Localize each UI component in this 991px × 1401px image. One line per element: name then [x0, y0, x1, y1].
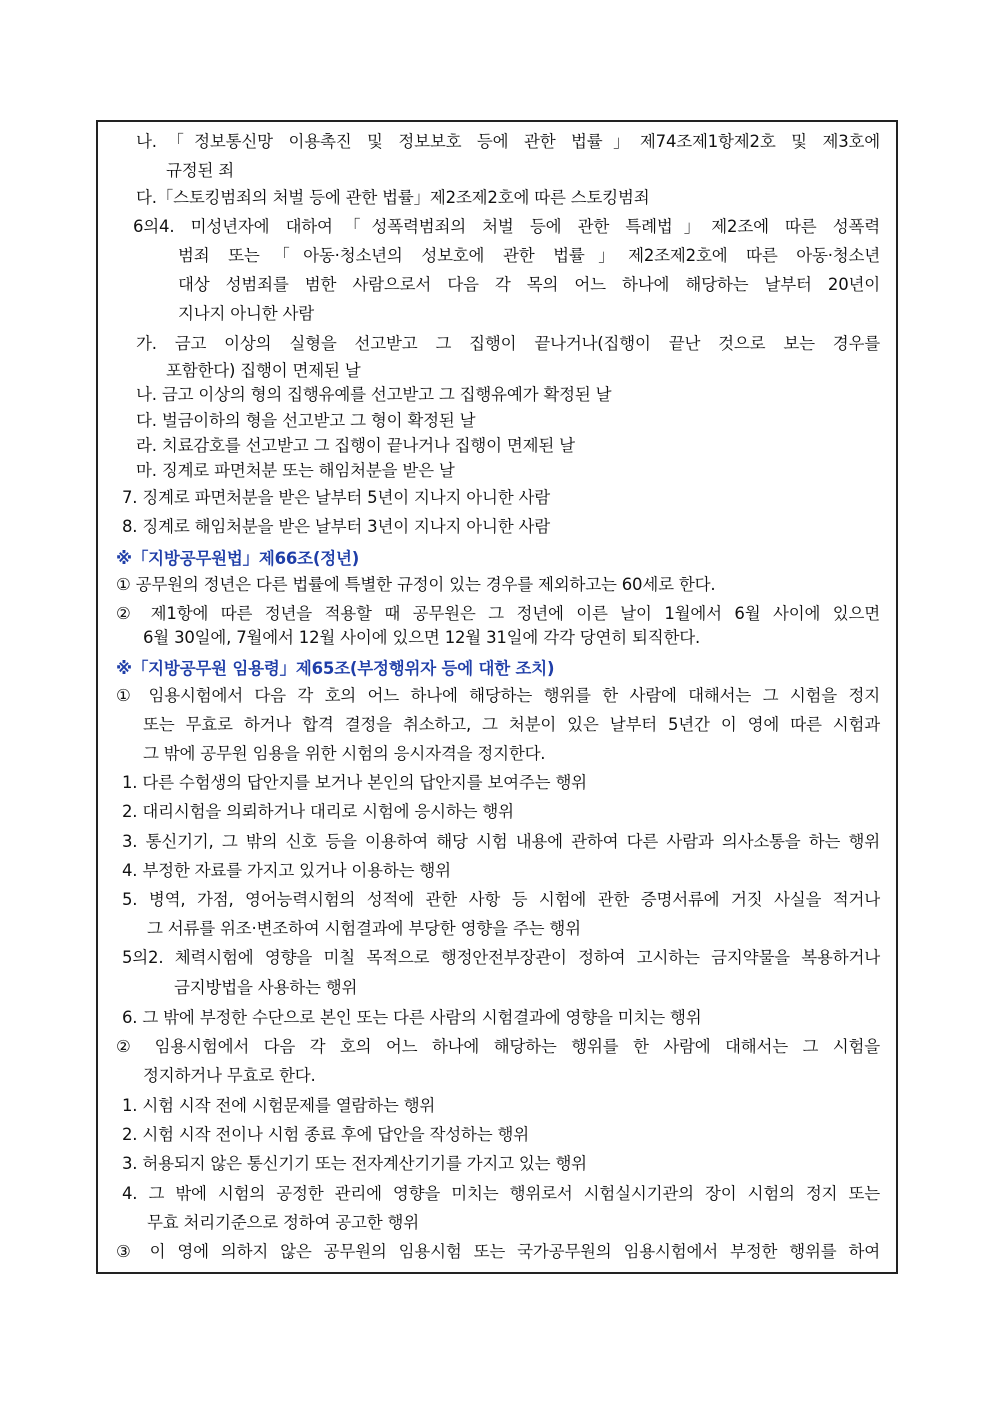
act-5-false-documents: 5. 병역, 가점, 영어능력시험의 성적에 관한 사항 등 시험에 관한 증명서류에 거짓 사실을 적거나	[122, 890, 880, 909]
clause-1-exam-suspension: ① 임용시험에서 다음 각 호의 어느 하나에 해당하는 행위를 한 사람에 대해서는 그 시험을 정지	[116, 686, 880, 705]
act-1-viewing-questions: 1. 시험 시작 전에 시험문제를 열람하는 행위	[122, 1096, 436, 1115]
act-4-other-conduct: 4. 그 밖에 시험의 공정한 관리에 영향을 미치는 행위로서 시험실시기관의 장이 시험의 정지 또는	[122, 1184, 880, 1203]
item-6-4-minor-sex-crime: 6의4. 미성년자에 대하여「성폭력범죄의 처벌 등에 관한 특례법」제2조에 따른 성폭력	[133, 217, 880, 236]
item-na-continuation: 규정된 죄	[166, 161, 235, 180]
item-ga-continuation: 포함한다) 집행이 면제된 날	[166, 361, 361, 380]
item-6-4-continuation-2: 대상 성범죄를 범한 사람으로서 다음 각 목의 어느 하나에 해당하는 날부터 20년이	[178, 275, 880, 294]
act-6-other-improper-means: 6. 그 밖에 부정한 수단으로 본인 또는 다른 사람의 시험결과에 영향을 미치는 행위	[122, 1008, 702, 1027]
act-2-proxy-exam: 2. 대리시험을 의뢰하거나 대리로 시험에 응시하는 행위	[122, 802, 514, 821]
clause-1-continuation-1: 또는 무효로 하거나 합격 결정을 취소하고, 그 처분이 있은 날부터 5년간 이 영에 따른 시험과	[143, 715, 880, 734]
item-6-4-continuation-1: 범죄 또는「아동·청소년의 성보호에 관한 법률」제2조제2호에 따른 아동·청소년	[178, 246, 880, 265]
item-6-4-continuation-3: 지나지 아니한 사람	[178, 304, 315, 323]
act-4-continuation: 무효 처리기준으로 정하여 공고한 행위	[147, 1213, 420, 1232]
act-2-writing-outside-time: 2. 시험 시작 전이나 시험 종료 후에 답안을 작성하는 행위	[122, 1125, 530, 1144]
clause-2-continuation: 정지하거나 무효로 한다.	[143, 1066, 316, 1085]
item-ma-disciplinary: 마. 징계로 파면처분 또는 해임처분을 받은 날	[136, 461, 455, 480]
clause-2-continuation: 6월 30일에, 7월에서 12월 사이에 있으면 12월 31일에 각각 당연히 퇴직한다.	[143, 628, 700, 647]
clause-3-other-exams: ③ 이 영에 의하지 않은 공무원의 임용시험 또는 국가공무원의 임용시험에서 부정한 행위를 하여	[116, 1242, 880, 1261]
item-na-suspended-sentence: 나. 금고 이상의 형의 집행유예를 선고받고 그 집행유예가 확정된 날	[136, 385, 612, 404]
act-5-2-banned-substances: 5의2. 체력시험에 영향을 미칠 목적으로 행정안전부장관이 정하여 고시하는 금지약물을 복용하거나	[122, 948, 880, 967]
item-ra-medical-custody: 라. 치료감호를 선고받고 그 집행이 끝나거나 집행이 면제된 날	[136, 436, 575, 455]
item-da-fine: 다. 벌금이하의 형을 선고받고 그 형이 확정된 날	[136, 411, 476, 430]
act-4-illicit-materials: 4. 부정한 자료를 가지고 있거나 이용하는 행위	[122, 861, 451, 880]
act-5-2-continuation: 금지방법을 사용하는 행위	[174, 978, 358, 997]
clause-1-continuation-2: 그 밖에 공무원 임용을 위한 시험의 응시자격을 정지한다.	[143, 744, 546, 763]
clause-1-retirement-age: ① 공무원의 정년은 다른 법률에 특별한 규정이 있는 경우를 제외하고는 60세로 한다.	[116, 575, 716, 594]
section-heading-misconduct-measures: ※「지방공무원 임용령」제65조(부정행위자 등에 대한 조치)	[116, 659, 555, 678]
act-3-unauthorized-devices: 3. 허용되지 않은 통신기기 또는 전자계산기기를 가지고 있는 행위	[122, 1154, 587, 1173]
act-1-viewing-answers: 1. 다른 수험생의 답안지를 보거나 본인의 답안지를 보여주는 행위	[122, 773, 587, 792]
clause-2-exam-invalidation: ② 임용시험에서 다음 각 호의 어느 하나에 해당하는 행위를 한 사람에 대해서는 그 시험을	[116, 1037, 880, 1056]
item-na-info-network-law: 나.「정보통신망 이용촉진 및 정보보호 등에 관한 법률」제74조제1항제2호 및 제3호에	[136, 132, 880, 151]
item-ga-imprisonment: 가. 금고 이상의 실형을 선고받고 그 집행이 끝나거나(집행이 끝난 것으로 보는 경우를	[136, 334, 880, 353]
item-da-stalking-law: 다.「스토킹범죄의 처벌 등에 관한 법률」제2조제2호에 따른 스토킹범죄	[136, 188, 650, 207]
section-heading-retirement-age: ※「지방공무원법」제66조(정년)	[116, 549, 360, 568]
item-7-dismissal: 7. 징계로 파면처분을 받은 날부터 5년이 지나지 아니한 사람	[122, 488, 550, 507]
act-5-continuation: 그 서류를 위조·변조하여 시험결과에 부당한 영향을 주는 행위	[147, 919, 581, 938]
clause-2-retirement-date: ② 제1항에 따른 정년을 적용할 때 공무원은 그 정년에 이른 날이 1월에서 6월 사이에 있으면	[116, 604, 880, 623]
act-3-communication: 3. 통신기기, 그 밖의 신호 등을 이용하여 해당 시험 내용에 관하여 다른 사람과 의사소통을 하는 행위	[122, 832, 880, 851]
item-8-removal: 8. 징계로 해임처분을 받은 날부터 3년이 지나지 아니한 사람	[122, 517, 550, 536]
